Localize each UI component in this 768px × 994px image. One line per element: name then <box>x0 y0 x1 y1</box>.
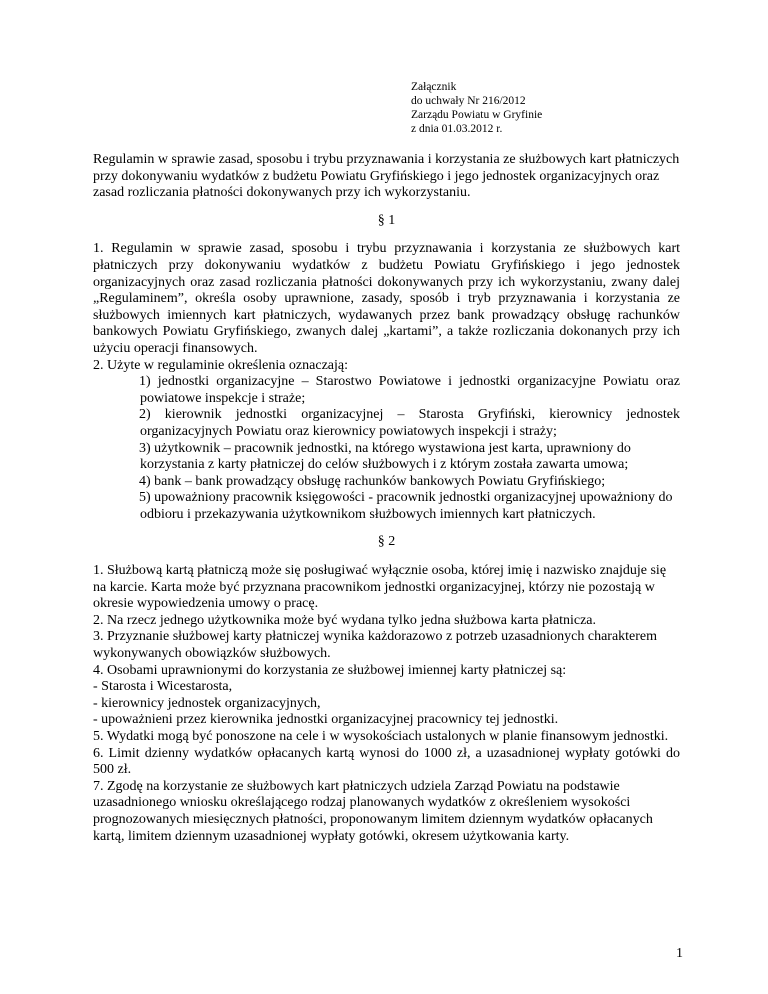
definition-item: 4) bank – bank prowadzący obsługę rachunków bankowych Powiatu Gryfińskiego; <box>139 473 606 489</box>
definition-item: 1) jednostki organizacyjne – Starostwo Powiatowe i jednostki organizacyjne Powiatu oraz powiatowe inspekcje i straże; <box>139 374 680 406</box>
section-2-paragraph-4: 4. Osobami uprawnionymi do korzystania ze służbowej imiennej karty płatniczej są: <box>93 662 567 678</box>
authorized-person-item: - Starosta i Wicestarosta, <box>93 679 233 695</box>
authorized-person-item: - kierownicy jednostek organizacyjnych, <box>93 695 321 711</box>
document-body <box>93 152 680 845</box>
section-2-paragraph-2: 2. Na rzecz jednego użytkownika może być wydana tylko jedna służbowa karta płatnicza. <box>93 612 597 628</box>
section-1-heading: § 1 <box>377 212 396 228</box>
definition-item: 5) upoważniony pracownik księgowości - pracownik jednostki organizacyjnej upoważniony do odbioru i przekazywania użytkownikom służbowych imiennych kart płatniczych. <box>139 490 673 522</box>
document-title: Regulamin w sprawie zasad, sposobu i trybu przyznawania i korzystania ze służbowych kart płatniczych przy dokonywaniu wydatków z budżetu Powiatu Gryfińskiego i jego jednostek organizacyjnych oraz zasad rozliczania płatności dokonywanych przy ich wykorzystaniu. <box>93 152 680 201</box>
annex-line-2: do uchwały Nr 216/2012 <box>411 95 526 107</box>
definition-item: 3) użytkownik – pracownik jednostki, na którego wystawiona jest karta, uprawniony do korzystania z karty płatniczej do celów służbowych i z którym została zawarta umowa; <box>139 440 631 473</box>
section-2-heading: § 2 <box>377 534 396 550</box>
section-2-paragraph-6: 6. Limit dzienny wydatków opłacanych kartą wynosi do 1000 zł, a uzasadnionej wypłaty gotówki do 500 zł. <box>93 745 680 778</box>
section-2-paragraph-7: 7. Zgodę na korzystanie ze służbowych kart płatniczych udziela Zarząd Powiatu na podstawie uzasadnionego wniosku określającego rodzaj planowanych wydatków z określeniem wysokości prognozowanych miesięcznych płatności, proponowanym limitem dziennym wydatków opłacanych kartą, limitem dziennym uzasadnionej wypłaty gotówki, okresem użytkowania karty. <box>93 778 653 844</box>
authorized-person-item: - upoważnieni przez kierownika jednostki organizacyjnej pracownicy tej jednostki. <box>93 712 559 728</box>
definition-item: 2) kierownik jednostki organizacyjnej – Starosta Gryfiński, kierownicy jednostek organizacyjnych Powiatu oraz kierownicy powiatowych inspekcji i straży; <box>139 407 680 439</box>
section-2-paragraph-5: 5. Wydatki mogą być ponoszone na cele i w wysokościach ustalonych w planie finansowym jednostki. <box>93 729 669 744</box>
annex-line-3: Zarządu Powiatu w Gryfinie <box>411 109 543 121</box>
section-1-paragraph-1: 1. Regulamin w sprawie zasad, sposobu i trybu przyznawania i korzystania ze służbowych kart płatniczych przy dokonywaniu wydatków z budżetu Powiatu Gryfińskiego i jego jednostek organizacyjnych oraz zasad rozliczania płatności dokonywanych przy ich wykorzystaniu, zwany dalej „Regulaminem”, określa osoby uprawnione, zasady, sposób i tryb przyznawania i korzystania ze służbowych imiennych kart płatniczych, wydawanych przez bank prowadzący obsługę rachunków bankowych Powiatu Gryfińskiego, zwanych dalej „kartami”, a także rozliczania dokonanych przy ich użyciu operacji finansowych. <box>93 241 680 356</box>
section-2-paragraph-3: 3. Przyznanie służbowej karty płatniczej wynika każdorazowo z potrzeb uzasadnionych charakterem wykonywanych obowiązków służbowych. <box>93 629 658 662</box>
annex-header <box>411 80 542 136</box>
section-2-paragraph-1: 1. Służbową kartą płatniczą może się posługiwać wyłącznie osoba, której imię i nazwisko znajduje się na karcie. Karta może być przyznana pracownikom jednostki organizacyjnej, którzy nie pozostają w okresie wypowiedzenia umowy o pracę. <box>93 563 667 612</box>
definitions-list <box>93 374 680 523</box>
page-number: 1 <box>676 946 683 961</box>
section-1-paragraph-2: 2. Użyte w regulaminie określenia oznaczają: <box>93 357 348 373</box>
annex-line-1: Załącznik <box>411 81 457 93</box>
annex-line-4: z dnia 01.03.2012 r. <box>411 123 503 135</box>
